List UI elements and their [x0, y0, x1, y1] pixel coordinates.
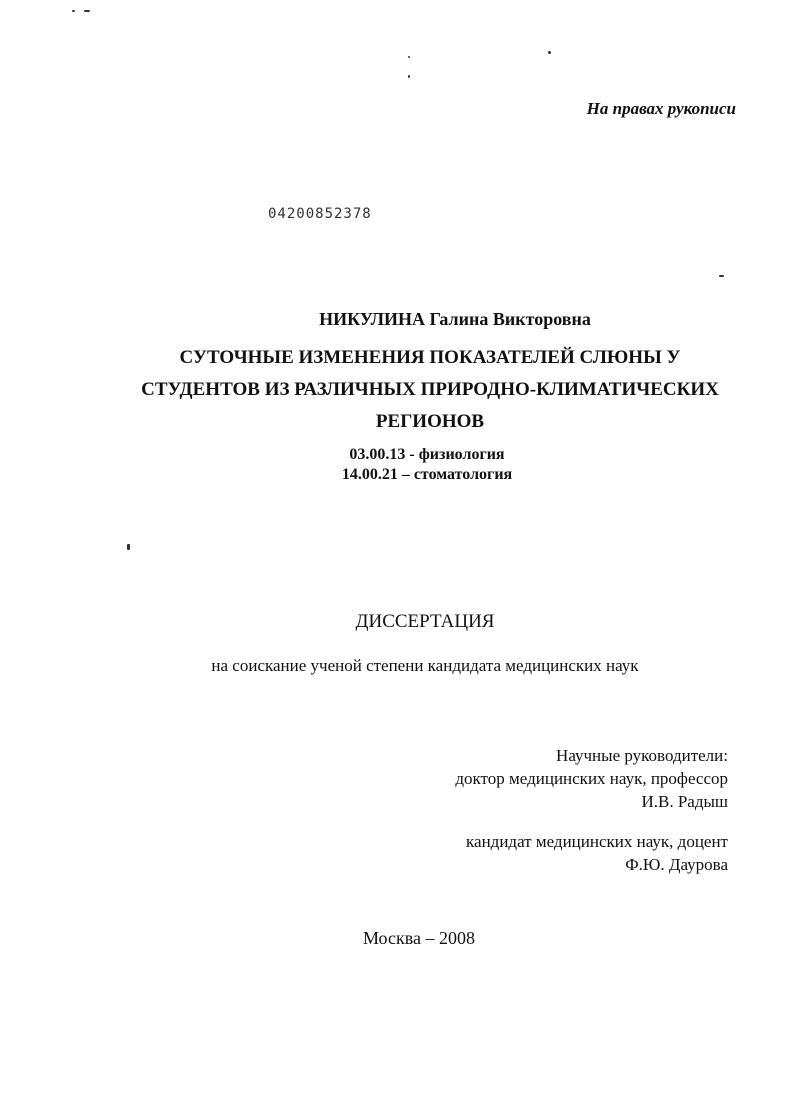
city-year: Москва – 2008: [363, 928, 475, 948]
supervisor-1-name: И.В. Радыш: [641, 792, 728, 811]
supervisor-2-name: Ф.Ю. Даурова: [625, 855, 728, 874]
scan-speck: [127, 544, 130, 550]
supervisor-2-degree: кандидат медицинских наук, доцент: [466, 832, 728, 851]
scan-speck: [548, 51, 551, 54]
title-line: СТУДЕНТОВ ИЗ РАЗЛИЧНЫХ ПРИРОДНО-КЛИМАТИЧЕСКИХ: [141, 379, 719, 400]
specialty-codes: [0, 445, 792, 485]
scan-speck: [84, 10, 90, 12]
title-line: СУТОЧНЫЕ ИЗМЕНЕНИЯ ПОКАЗАТЕЛЕЙ СЛЮНЫ У: [179, 347, 681, 368]
specialty-dentistry: 14.00.21 – стоматология: [341, 466, 513, 483]
spacer: [455, 813, 728, 830]
scan-speck: [72, 10, 75, 12]
manuscript-rights-note: На правах рукописи: [586, 99, 736, 118]
title-line: РЕГИОНОВ: [375, 411, 485, 432]
supervisors-block: [455, 744, 728, 876]
archive-number: 04200852378: [268, 206, 372, 222]
supervisor-1-degree: доктор медицинских наук, профессор: [455, 769, 728, 788]
author-name: НИКУЛИНА Галина Викторовна: [319, 309, 591, 329]
document-type: ДИССЕРТАЦИЯ: [355, 611, 495, 632]
specialty-physiology: 03.00.13 - физиология: [349, 446, 505, 463]
scan-speck: [719, 275, 724, 277]
scan-speck: [408, 56, 410, 58]
supervisors-heading: Научные руководители:: [556, 746, 728, 765]
dissertation-title: [0, 342, 792, 438]
degree-purpose: на соискание ученой степени кандидата медицинских наук: [211, 656, 639, 675]
scan-speck: [408, 75, 410, 78]
